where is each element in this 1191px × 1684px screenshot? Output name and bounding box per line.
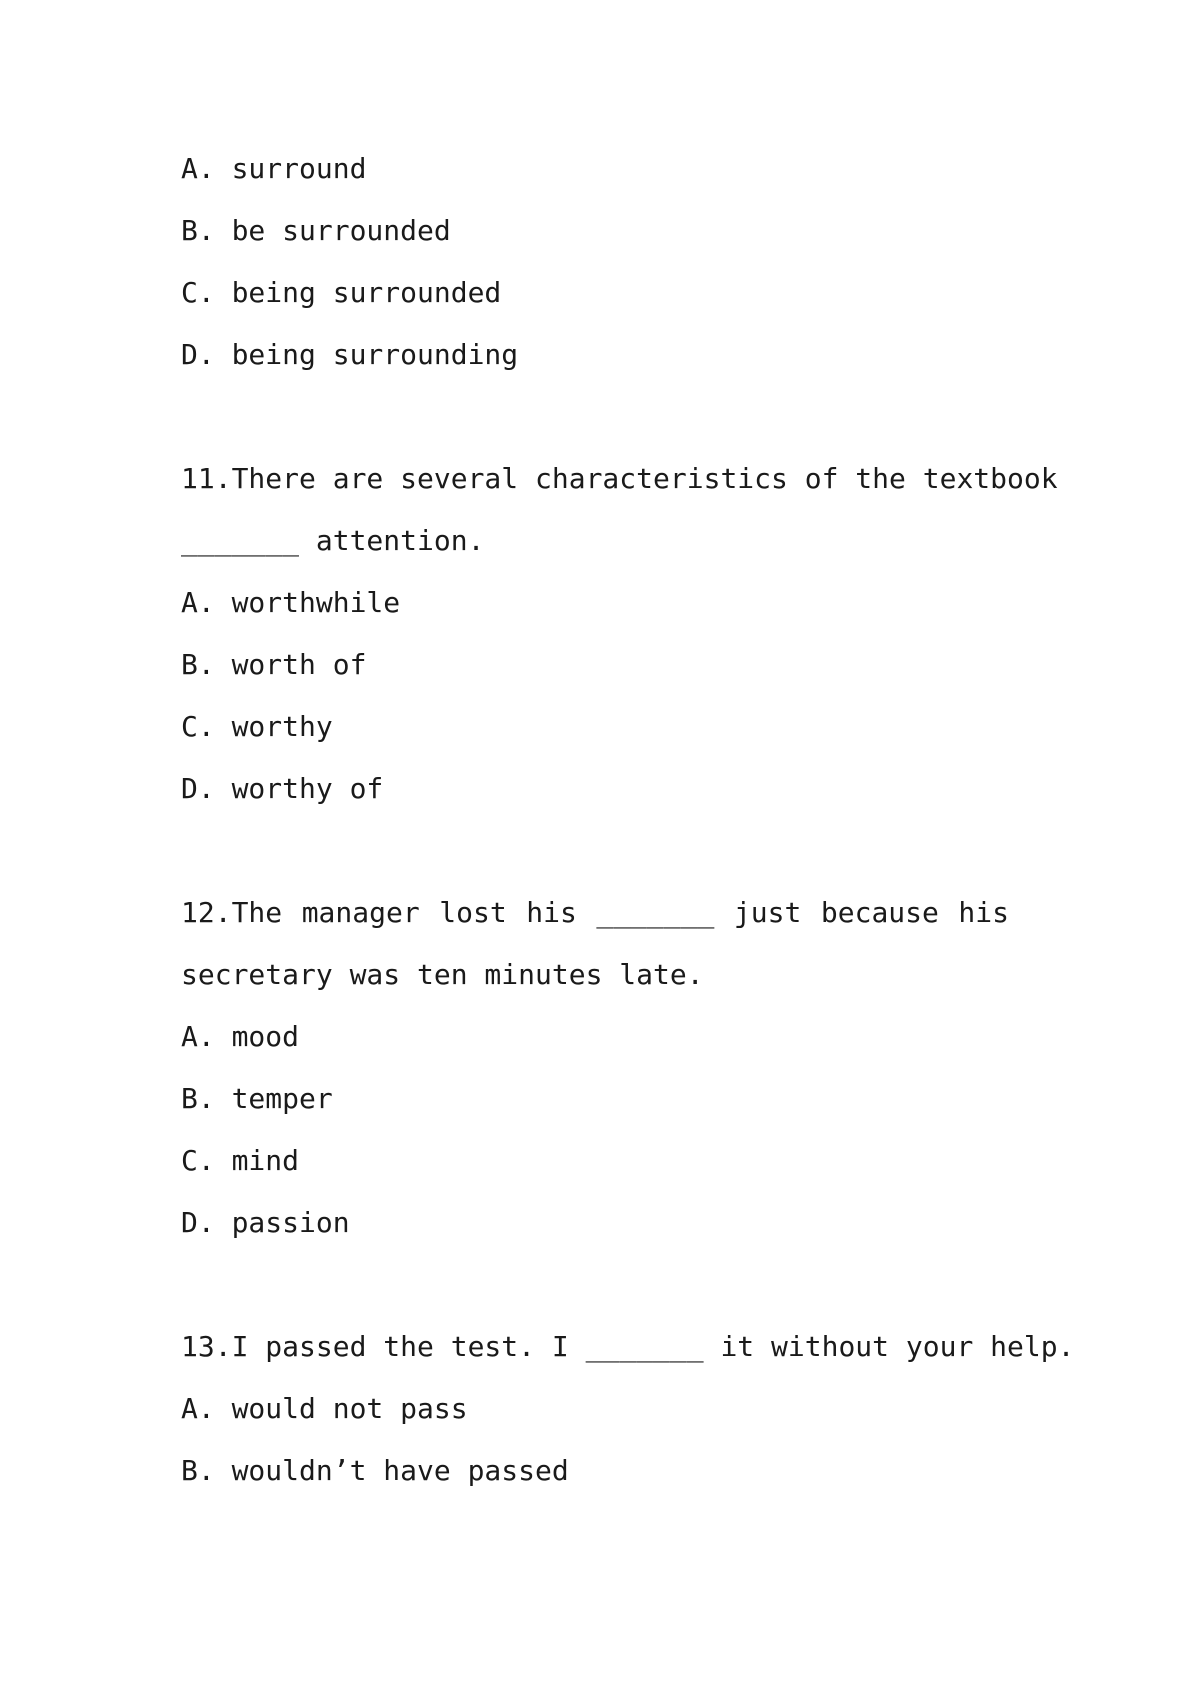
- q12-option-b: B. temper: [181, 1082, 333, 1115]
- q11-stem-line1: 11.There are several characteristics of the textbook: [181, 462, 1058, 495]
- q12-stem-line1: 12.The manager lost his _______ just because his: [181, 896, 1009, 929]
- q10-option-b: B. be surrounded: [181, 214, 451, 247]
- q13-stem-line1: 13.I passed the test. I _______ it without your help.: [181, 1330, 1075, 1363]
- q11-option-b: B. worth of: [181, 648, 367, 681]
- q12-stem-line2: secretary was ten minutes late.: [181, 958, 704, 991]
- q12-option-c: C. mind: [181, 1144, 300, 1177]
- q11-option-c: C. worthy: [181, 710, 333, 743]
- q12-option-a: A. mood: [181, 1020, 300, 1053]
- q12-option-d: D. passion: [181, 1206, 350, 1239]
- q11-stem-line2: _______ attention.: [181, 524, 485, 557]
- q10-option-a: A. surround: [181, 152, 367, 185]
- q13-option-a: A. would not pass: [181, 1392, 468, 1425]
- q13-option-b: B. wouldn’t have passed: [181, 1454, 569, 1487]
- q10-option-c: C. being surrounded: [181, 276, 502, 309]
- q11-option-d: D. worthy of: [181, 772, 384, 805]
- q10-option-d: D. being surrounding: [181, 338, 519, 371]
- q11-option-a: A. worthwhile: [181, 586, 401, 619]
